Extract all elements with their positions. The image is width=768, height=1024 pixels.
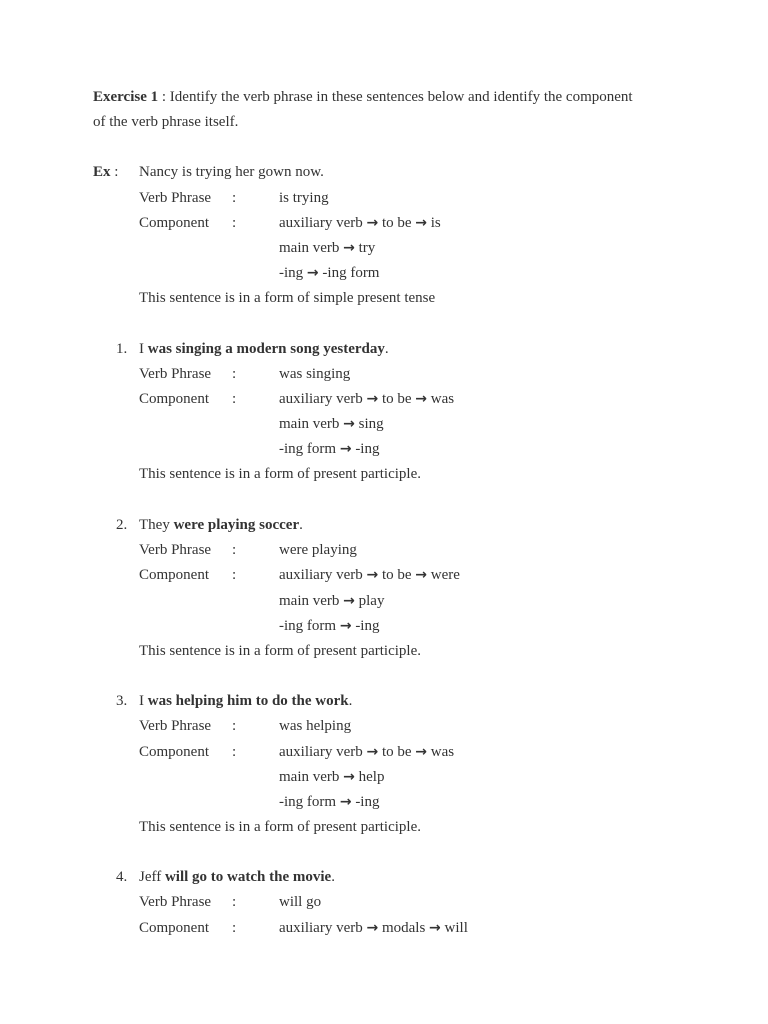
- verb-phrase-value: were playing: [279, 542, 357, 558]
- example-conclusion: This sentence is in a form of simple present tense: [139, 290, 436, 306]
- colon: :: [232, 718, 237, 734]
- verb-phrase-value: is trying: [279, 190, 329, 206]
- colon: :: [232, 567, 237, 583]
- component-label: Component: [139, 744, 209, 760]
- exercise-instruction-line2: of the verb phrase itself.: [93, 114, 239, 130]
- arrow-right-icon: →: [343, 593, 355, 609]
- component-ing: -ing → -ing form: [279, 265, 380, 281]
- arrow-right-icon: →: [415, 391, 428, 407]
- arrow-right-icon: →: [429, 920, 441, 936]
- component-auxiliary: auxiliary verb → to be → was: [279, 391, 455, 407]
- arrow-right-icon: →: [343, 240, 355, 256]
- component-label: Component: [139, 215, 209, 231]
- arrow-right-icon: →: [366, 744, 379, 760]
- component-main-verb: main verb → try: [279, 240, 376, 256]
- list-item-sentence: They were playing soccer.: [139, 517, 303, 533]
- arrow-right-icon: →: [366, 215, 379, 231]
- component-auxiliary: auxiliary verb → modals → will: [279, 920, 468, 936]
- arrow-right-icon: →: [343, 416, 355, 432]
- component-label: Component: [139, 567, 209, 583]
- colon: :: [232, 894, 237, 910]
- verb-phrase-label: Verb Phrase: [139, 366, 212, 382]
- list-item-number: 1.: [116, 341, 128, 357]
- verb-phrase-value: will go: [279, 894, 322, 910]
- arrow-right-icon: →: [415, 567, 428, 583]
- exercise-title: Exercise 1: [93, 89, 159, 105]
- verb-phrase-label: Verb Phrase: [139, 894, 212, 910]
- arrow-right-icon: →: [343, 769, 355, 785]
- colon: :: [232, 744, 237, 760]
- arrow-right-icon: →: [415, 744, 428, 760]
- list-item-sentence: Jeff will go to watch the movie.: [139, 869, 335, 885]
- list-item-number: 4.: [116, 869, 128, 885]
- list-item-number: 2.: [116, 517, 128, 533]
- example-sentence: Nancy is trying her gown now.: [139, 164, 324, 180]
- colon: :: [232, 190, 237, 206]
- colon: :: [232, 542, 237, 558]
- arrow-right-icon: →: [366, 391, 379, 407]
- list-item-sentence: I was singing a modern song yesterday.: [139, 341, 389, 357]
- exercise-instruction: [93, 88, 633, 106]
- component-label: Component: [139, 920, 209, 936]
- colon: :: [232, 215, 237, 231]
- item-conclusion: This sentence is in a form of present participle.: [139, 643, 421, 659]
- verb-phrase-value: was helping: [279, 718, 352, 734]
- component-label: Component: [139, 391, 209, 407]
- verb-phrase-label: Verb Phrase: [139, 190, 212, 206]
- arrow-right-icon: →: [339, 794, 352, 810]
- list-item-number: 3.: [116, 693, 128, 709]
- verb-phrase-label: Verb Phrase: [139, 718, 212, 734]
- verb-phrase-label: Verb Phrase: [139, 542, 212, 558]
- colon: :: [232, 920, 237, 936]
- component-ing: -ing form → -ing: [279, 618, 380, 634]
- verb-phrase-value: was singing: [279, 366, 351, 382]
- item-conclusion: This sentence is in a form of present participle.: [139, 466, 421, 482]
- colon: :: [232, 366, 237, 382]
- component-main-verb: main verb → play: [279, 593, 385, 609]
- arrow-right-icon: →: [366, 920, 379, 936]
- example-label: Ex :: [93, 164, 119, 180]
- item-conclusion: This sentence is in a form of present participle.: [139, 819, 421, 835]
- arrow-right-icon: →: [339, 441, 352, 457]
- arrow-right-icon: →: [306, 265, 319, 281]
- exercise-separator: :: [158, 89, 170, 105]
- component-main-verb: main verb → sing: [279, 416, 384, 432]
- component-main-verb: main verb → help: [279, 769, 385, 785]
- arrow-right-icon: →: [339, 618, 352, 634]
- component-auxiliary: auxiliary verb → to be → is: [279, 215, 441, 231]
- component-ing: -ing form → -ing: [279, 794, 380, 810]
- component-auxiliary: auxiliary verb → to be → was: [279, 744, 455, 760]
- component-ing: -ing form → -ing: [279, 441, 380, 457]
- arrow-right-icon: →: [366, 567, 379, 583]
- exercise-instruction-line1: Identify the verb phrase in these sentences below and identify the component: [169, 89, 633, 105]
- list-item-sentence: I was helping him to do the work.: [139, 693, 353, 709]
- arrow-right-icon: →: [415, 215, 428, 231]
- colon: :: [232, 391, 237, 407]
- component-auxiliary: auxiliary verb → to be → were: [279, 567, 460, 583]
